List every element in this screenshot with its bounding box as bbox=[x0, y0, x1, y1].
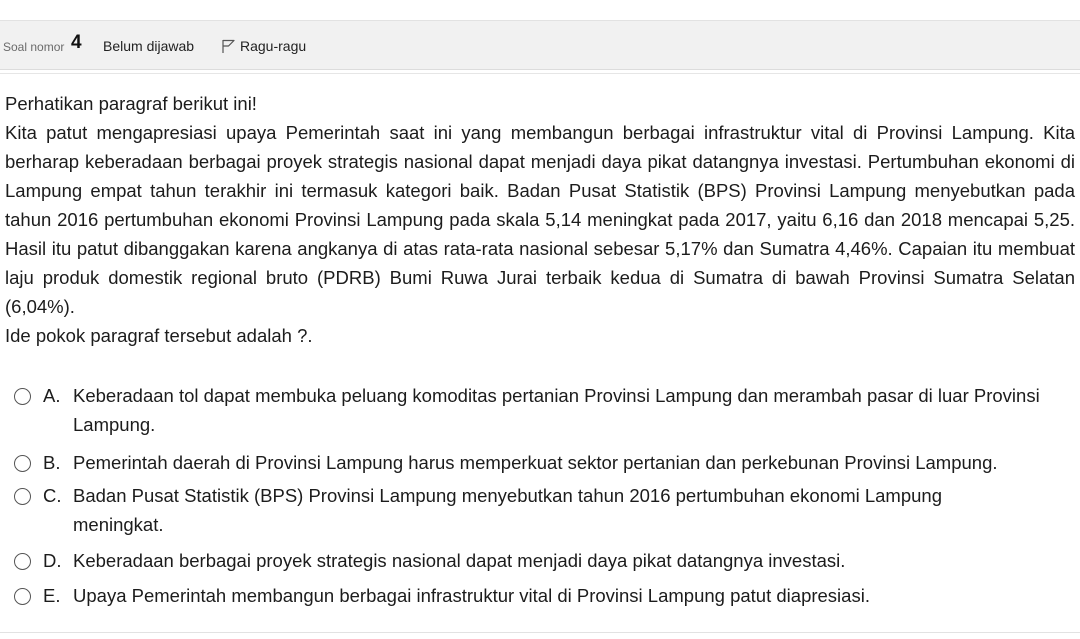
option-text: Badan Pusat Statistik (BPS) Provinsi Lampung menyebutkan tahun 2016 pertumbuhan ekonomi Lampung meningkat. bbox=[73, 485, 943, 535]
doubt-toggle-label[interactable]: Ragu-ragu bbox=[240, 38, 307, 54]
option-letter: B. bbox=[43, 452, 61, 473]
option-letter: E. bbox=[43, 585, 61, 606]
question-content bbox=[5, 89, 1075, 350]
radio-button[interactable] bbox=[14, 588, 31, 605]
flag-icon[interactable] bbox=[220, 38, 236, 54]
question-header bbox=[0, 20, 1080, 70]
question-number: 4 bbox=[71, 32, 82, 53]
top-strip bbox=[0, 0, 1080, 20]
question-label: Soal nomor bbox=[3, 40, 65, 54]
option-text: Keberadaan tol dapat membuka peluang komoditas pertanian Provinsi Lampung dan merambah pasar di luar Provinsi Lampung. bbox=[73, 385, 1040, 435]
radio-button[interactable] bbox=[14, 553, 31, 570]
question-intro: Perhatikan paragraf berikut ini! bbox=[5, 93, 257, 114]
radio-button[interactable] bbox=[14, 488, 31, 505]
option-text: Upaya Pemerintah membangun berbagai infrastruktur vital di Provinsi Lampung patut diapresiasi. bbox=[73, 585, 870, 606]
option-letter: A. bbox=[43, 385, 61, 406]
option-text: Keberadaan berbagai proyek strategis nasional dapat menjadi daya pikat datangnya investasi. bbox=[73, 550, 846, 571]
bottom-divider bbox=[0, 632, 1080, 633]
radio-button[interactable] bbox=[14, 455, 31, 472]
question-paragraph: Kita patut mengapresiasi upaya Pemerintah saat ini yang membangun berbagai infrastruktur vital di Provinsi Lampung. Kita berharap keberadaan berbagai proyek strategis nasional dapat menjadi daya pikat datangnya investasi. Pertumbuhan ekonomi di Lampung empat tahun terakhir ini termasuk kategori baik. Badan Pusat Statistik (BPS) Provinsi Lampung menyebutkan pada tahun 2016 pertumbuhan ekonomi Provinsi Lampung pada skala 5,14 meningkat pada 2017, yaitu 6,16 dan 2018 mencapai 5,25. Hasil itu patut dibanggakan karena angkanya di atas rata-rata nasional sebesar 5,17% dan Sumatra 4,46%. Capaian itu membuat laju produk domestik regional bruto (PDRB) Bumi Ruwa Jurai terbaik kedua di Sumatra di bawah Provinsi Sumatra Selatan (6,04%). bbox=[5, 122, 1075, 317]
option-letter: C. bbox=[43, 485, 62, 506]
radio-button[interactable] bbox=[14, 388, 31, 405]
option-letter: D. bbox=[43, 550, 62, 571]
answer-status: Belum dijawab bbox=[103, 38, 195, 54]
question-prompt: Ide pokok paragraf tersebut adalah ?. bbox=[5, 325, 313, 346]
option-text: Pemerintah daerah di Provinsi Lampung harus memperkuat sektor pertanian dan perkebunan Provinsi Lampung. bbox=[73, 452, 998, 473]
header-divider bbox=[0, 73, 1080, 74]
